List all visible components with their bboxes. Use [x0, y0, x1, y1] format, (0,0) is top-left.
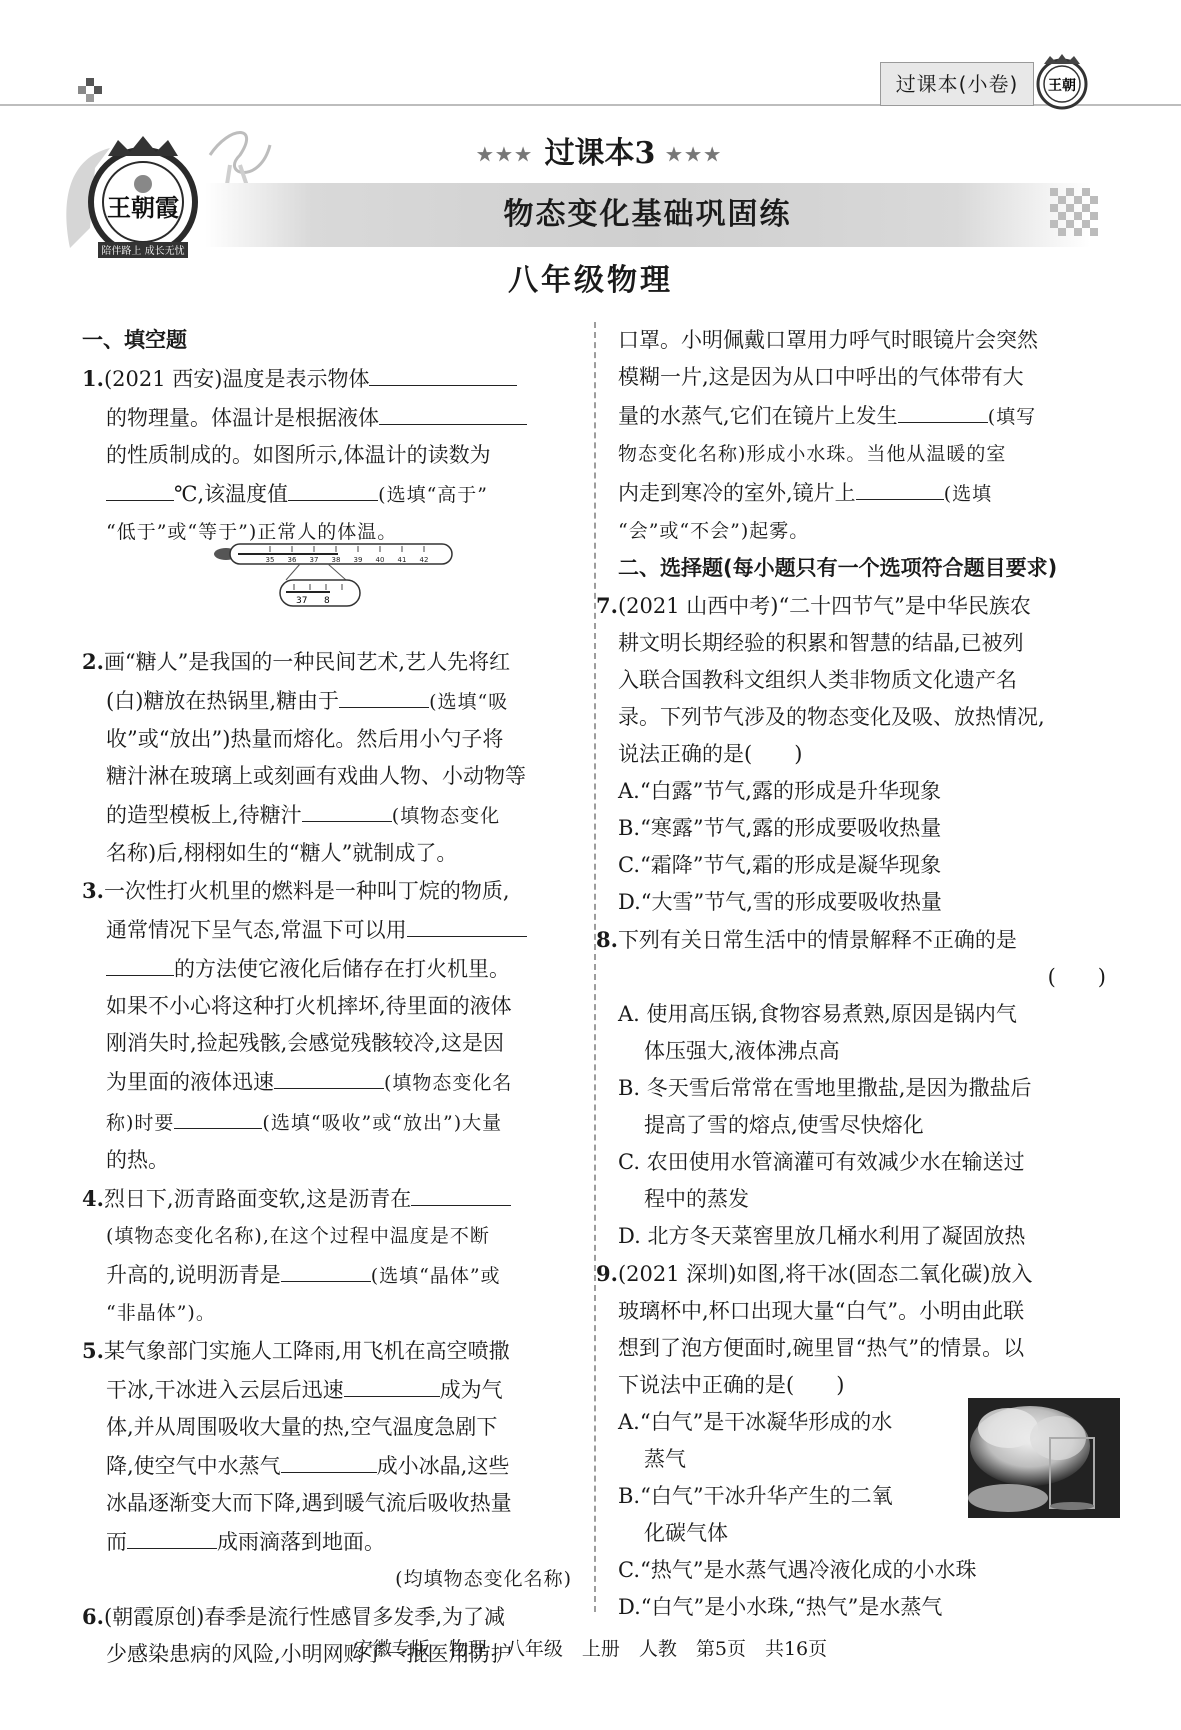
option-b[interactable]: B.“寒露”节气,露的形成要吸收热量 — [618, 816, 942, 840]
question-3: 3.一次性打火机里的燃料是一种叫丁烷的物质, 通常情况下呈气态,常温下可以用 的方法使它液化后储存在打火机里。 如果不小心将这种打火机摔坏,待里面的液体 刚消失时,捡起残骸,会感觉残骸较冷,这是因 为里面的液体迅速 (填物态变化名 称)时要 (选填“吸收”或“放出”)大量 的热。 — [82, 872, 572, 1179]
question-5: 5.某气象部门实施人工降雨,用飞机在高空喷撒 干冰,干冰进入云层后迅速 成为气 体,并从周围吸收大量的热,空气温度急剧下 降,使空气中水蒸气 成小冰晶,这些 冰晶逐渐变大而下降,遇到暖气流后吸收热量 而 成雨滴落到地面。 (均填物态变化名称) — [82, 1338, 572, 1590]
scale-label: 40 — [375, 556, 385, 564]
page-title: 物态变化基础巩固练 — [503, 197, 792, 232]
scale-label: 36 — [287, 556, 297, 564]
section-fill-blank: 一、填空题 — [82, 328, 187, 352]
question-4: 4.烈日下,沥青路面变软,这是沥青在 (填物态变化名称),在这个过程中温度是不断 升高的,说明沥青是 (选填“晶体”或 “非晶体”)。 — [82, 1179, 572, 1332]
answer-blank[interactable] — [339, 681, 429, 708]
scale-label: 41 — [397, 556, 407, 564]
answer-blank[interactable] — [281, 1255, 371, 1282]
dry-ice-photo — [968, 1398, 1120, 1518]
scale-label: 39 — [353, 556, 363, 564]
lesson-title — [440, 128, 760, 176]
option-a[interactable]: A.“白气”是干冰凝华形成的水 — [618, 1410, 893, 1434]
question-9: 9.(2021 深圳)如图,将干冰(固态二氧化碳)放入 玻璃杯中,杯口出现大量“白气”。小明由此联 想到了泡方便面时,碗里冒“热气”的情景。以 下说法中正确的是( ) A.“白气”是干冰凝华形成的水 蒸气 B.“白气”干冰升华产生的二氧 化碳气体 C.“热气”是水蒸气遇冷液化成的小水珠 D.“白气”是小水珠,“热气”是水蒸气 — [618, 1255, 1106, 1626]
answer-blank[interactable] — [106, 474, 174, 501]
section-choice: 二、选择题(每小题只有一个选项符合题目要求) — [618, 556, 1058, 580]
svg-text:王朝: 王朝 — [1048, 78, 1076, 94]
svg-text:陪伴路上 成长无忧: 陪伴路上 成长无忧 — [101, 246, 185, 257]
option-c[interactable]: C. 农田使用水管滴灌可有效减少水在输送过 — [618, 1150, 1025, 1174]
scale-label: 38 — [331, 556, 341, 564]
answer-blank[interactable] — [344, 1370, 440, 1397]
thermometer-svg — [210, 540, 460, 614]
answer-blank[interactable] — [856, 473, 944, 500]
inset-label: 37 — [296, 596, 308, 606]
answer-blank[interactable] — [407, 910, 527, 937]
answer-blank[interactable] — [274, 1062, 384, 1089]
scale-label: 35 — [265, 556, 275, 564]
thermometer-figure — [210, 540, 460, 614]
brand-logo — [78, 130, 208, 260]
option-c[interactable]: C.“霜降”节气,霜的形成是凝华现象 — [618, 853, 942, 877]
answer-blank[interactable] — [379, 398, 527, 425]
option-a[interactable]: A. 使用高压锅,食物容易煮熟,原因是锅内气 — [618, 1002, 1017, 1026]
answer-blank[interactable] — [411, 1179, 511, 1206]
answer-paren[interactable]: ( ) — [1047, 965, 1106, 989]
stars-left: ★★★ — [476, 144, 535, 166]
answer-blank[interactable] — [127, 1522, 217, 1549]
answer-blank[interactable] — [106, 949, 174, 976]
brand-seal-icon — [1032, 52, 1092, 112]
lesson-title-text: 过课本3 — [544, 136, 656, 171]
option-d[interactable]: D.“白气”是小水珠,“热气”是水蒸气 — [618, 1595, 943, 1619]
question-8: 8.下列有关日常生活中的情景解释不正确的是 ( ) A. 使用高压锅,食物容易煮熟,原因是锅内气 体压强大,液体沸点高 B. 冬天雪后常常在雪地里撒盐,是因为撒盐后 提高了雪的熔点,使雪尽快熔化 C. 农田使用水管滴灌可有效减少水在输送过 程中的蒸发 D. 北方冬天菜窖里放几桶水利用了凝固放热 — [618, 921, 1106, 1255]
question-7: 7.(2021 山西中考)“二十四节气”是中华民族农 耕文明长期经验的积累和智慧的结晶,已被列 入联合国教科文组织人类非物质文化遗产名 录。下列节气涉及的物态变化及吸、放热情况, 说法正确的是( ) A.“白露”节气,露的形成是升华现象 B.“寒露”节气,露的形成要吸收热量 C.“霜降”节气,霜的形成是凝华现象 D.“大雪”节气,雪的形成要吸收热量 — [618, 587, 1106, 921]
question-6: 6.(朝霞原创)春季是流行性感冒多发季,为了减 少感染患病的风险,小明网购了一批医用防护 — [82, 1604, 512, 1666]
question-1: 1.(2021 西安)温度是表示物体 的物理量。体温计是根据液体 的性质制成的。如图所示,体温计的读数为 ℃,该温度值 (选填“高于” “低于”或“等于”)正常人的体温。 — [82, 359, 572, 551]
svg-text:王朝霞: 王朝霞 — [107, 193, 179, 222]
page-footer: 安徽专版 物理 八年级 上册 人教 第5页 共16页 — [353, 1638, 828, 1660]
answer-blank[interactable] — [898, 396, 988, 423]
column-divider — [594, 322, 596, 1612]
stars-right: ★★★ — [665, 144, 724, 166]
option-d[interactable]: D.“大雪”节气,雪的形成要吸收热量 — [618, 890, 942, 914]
page-subtitle: 八年级物理 — [508, 263, 673, 298]
book-tag: 过课本(小卷) — [880, 62, 1034, 106]
option-c[interactable]: C.“热气”是水蒸气遇冷液化成的小水珠 — [618, 1558, 977, 1582]
option-d[interactable]: D. 北方冬天菜窖里放几桶水利用了凝固放热 — [618, 1224, 1026, 1248]
option-b[interactable]: B. 冬天雪后常常在雪地里撒盐,是因为撒盐后 — [618, 1076, 1032, 1100]
answer-blank[interactable] — [288, 474, 378, 501]
inset-label: 8 — [324, 596, 330, 606]
option-b[interactable]: B.“白气”干冰升华产生的二氧 — [618, 1484, 893, 1508]
question-6-continued: 口罩。小明佩戴口罩用力呼气时眼镜片会突然 模糊一片,这是因为从口中呼出的气体带有大 量的水蒸气,它们在镜片上发生 (填写 物态变化名称)形成小水珠。当他从温暖的室 内走到寒冷的室外,镜片上 (选填 “会”或“不会”)起雾。 — [618, 328, 1038, 542]
answer-blank[interactable] — [302, 795, 392, 822]
scale-label: 37 — [309, 556, 319, 564]
question-2: 2.画“糖人”是我国的一种民间艺术,艺人先将红 (白)糖放在热锅里,糖由于 (选填“吸 收”或“放出”)热量而熔化。然后用小勺子将 糖汁淋在玻璃上或刻画有戏曲人物、小动物等 的造型模板上,待糖汁 (填物态变化 名称)后,栩栩如生的“糖人”就制成了。 — [82, 649, 526, 865]
answer-blank[interactable] — [281, 1446, 377, 1473]
answer-blank[interactable] — [174, 1102, 262, 1129]
scale-label: 42 — [419, 556, 429, 564]
left-column — [82, 322, 572, 1673]
option-a[interactable]: A.“白露”节气,露的形成是升华现象 — [618, 779, 941, 803]
answer-blank[interactable] — [369, 359, 517, 386]
